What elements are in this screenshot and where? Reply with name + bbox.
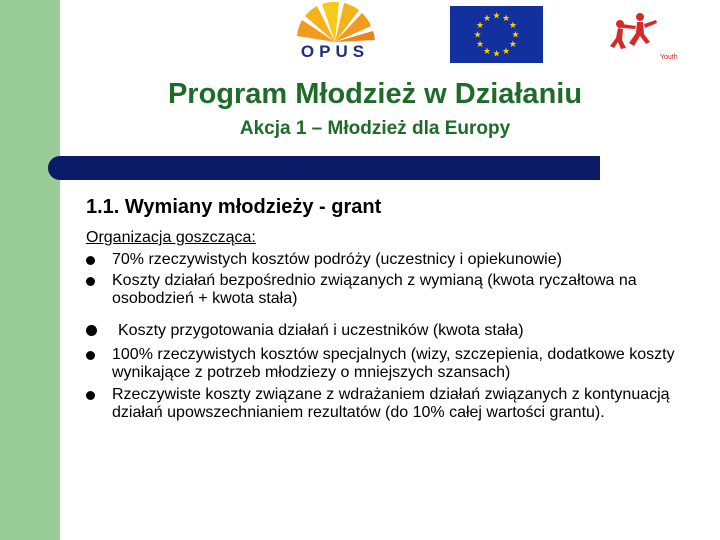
divider-bar (60, 156, 600, 180)
eu-star-icon: ★ (482, 45, 492, 56)
list-item-text: Rzeczywiste koszty związane z wdrażaniem działań związanych z kontynuacją działań upowszechnianiem rezultatów (do 10% całej wartości grantu). (112, 386, 670, 421)
list-item (86, 346, 706, 382)
list-item (86, 251, 706, 269)
bullet-list (86, 251, 706, 422)
eu-star-icon: ★ (482, 13, 492, 24)
eu-star-icon: ★ (476, 39, 485, 49)
section-heading: 1.1. Wymiany młodzieży - grant (86, 196, 382, 218)
opus-logo-text: OPUS (300, 42, 370, 61)
eu-star-icon: ★ (492, 48, 501, 59)
youth-logo-text: Youth (660, 54, 678, 61)
opus-logo (285, 2, 385, 64)
bullet-icon (86, 277, 95, 286)
organization-label: Organizacja goszcząca: (86, 229, 256, 246)
youth-logo (610, 12, 682, 64)
bullet-icon (86, 351, 95, 360)
list-item-text: 100% rzeczywistych kosztów specjalnych (wizy, szczepienia, dodatkowe koszty wynikające z potrzeb młodziezy o mniejszych szansach) (112, 346, 675, 381)
list-item (86, 272, 706, 308)
bullet-icon (86, 391, 95, 400)
list-item (86, 322, 706, 340)
list-item-text: Koszty przygotowania działań i uczestników (kwota stała) (118, 322, 524, 339)
eu-star-icon: ★ (501, 45, 511, 56)
list-item-text: 70% rzeczywistych kosztów podróży (uczestnicy i opiekunowie) (112, 251, 562, 268)
bullet-icon (86, 256, 95, 265)
eu-star-icon: ★ (508, 20, 517, 30)
slide-subtitle: Akcja 1 – Młodzież dla Europy (239, 118, 511, 139)
bullet-icon (86, 325, 97, 336)
list-item (86, 386, 706, 422)
eu-star-icon: ★ (508, 39, 517, 49)
eu-star-icon: ★ (492, 10, 501, 21)
eu-star-icon: ★ (473, 29, 482, 40)
list-item-text: Koszty działań bezpośrednio związanych z wymianą (kwota ryczałtowa na osobodzień + kwota stała) (112, 272, 637, 307)
slide-title: Program Młodzież w Działaniu (167, 78, 583, 110)
eu-star-icon: ★ (511, 29, 520, 40)
left-decor-strip (0, 0, 60, 540)
eu-star-icon: ★ (501, 13, 511, 24)
eu-star-icon: ★ (476, 20, 485, 30)
eu-flag-logo (450, 6, 543, 63)
